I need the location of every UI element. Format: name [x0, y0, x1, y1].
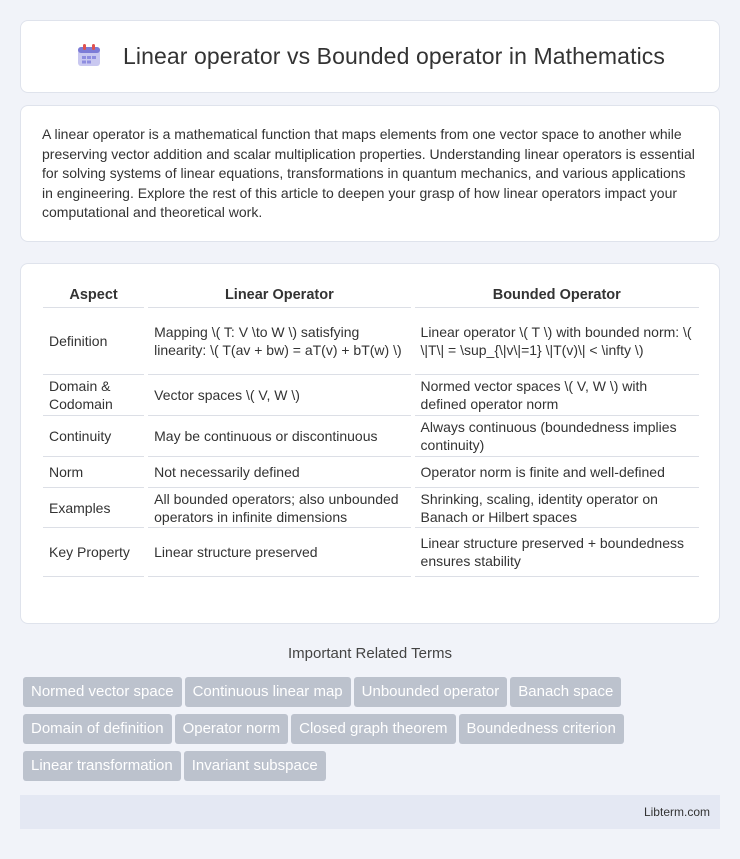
tag-linear-transformation[interactable]: Linear transformation — [23, 751, 181, 781]
table-header-row — [43, 285, 699, 308]
related-terms-title: Important Related Terms — [288, 645, 452, 662]
intro-text: A linear operator is a mathematical function that maps elements from one vector space to another while preserving vector addition and scalar multiplication properties. Understanding linear operators is essential for solving systems of linear equations, transformations in quantum mechanics, and various applications in engineering. Explore the rest of this article to deepen your grasp of how linear operators impact your computational and theoretical work. — [42, 126, 695, 220]
table-row — [43, 375, 699, 416]
table-row — [43, 528, 699, 577]
page-title: Linear operator vs Bounded operator in Mathematics — [123, 43, 665, 69]
cell-linear: May be continuous or discontinuous — [148, 416, 410, 457]
tag-invariant-subspace[interactable]: Invariant subspace — [184, 751, 326, 781]
header-linear-operator: Linear Operator — [148, 285, 410, 308]
tag-normed-vector-space[interactable]: Normed vector space — [23, 677, 182, 707]
table-row — [43, 488, 699, 528]
cell-linear: All bounded operators; also unbounded operators in infinite dimensions — [148, 488, 410, 528]
table-row — [43, 457, 699, 488]
cell-bounded: Shrinking, scaling, identity operator on Banach or Hilbert spaces — [415, 488, 699, 528]
tag-domain-of-definition[interactable]: Domain of definition — [23, 714, 172, 744]
calendar-icon — [75, 41, 103, 69]
cell-linear: Linear structure preserved — [148, 528, 410, 577]
cell-bounded: Operator norm is finite and well-defined — [415, 457, 699, 488]
tag-continuous-linear-map[interactable]: Continuous linear map — [185, 677, 351, 707]
tag-unbounded-operator[interactable]: Unbounded operator — [354, 677, 508, 707]
footer — [20, 795, 720, 829]
cell-aspect: Definition — [43, 308, 144, 375]
cell-bounded: Linear structure preserved + boundedness ensures stability — [415, 528, 699, 577]
related-terms-list — [23, 677, 723, 788]
header-bounded-operator: Bounded Operator — [415, 285, 699, 308]
comparison-table — [43, 285, 699, 577]
tag-banach-space[interactable]: Banach space — [510, 677, 621, 707]
tag-row — [23, 677, 723, 714]
cell-linear: Not necessarily defined — [148, 457, 410, 488]
tag-row — [23, 714, 723, 751]
cell-linear: Mapping \( T: V \to W \) satisfying linearity: \( T(av + bw) = aT(v) + bT(w) \) — [148, 308, 410, 375]
tag-boundedness-criterion[interactable]: Boundedness criterion — [459, 714, 624, 744]
cell-bounded: Normed vector spaces \( V, W \) with defined operator norm — [415, 375, 699, 416]
cell-aspect: Domain & Codomain — [43, 375, 144, 416]
cell-linear: Vector spaces \( V, W \) — [148, 375, 410, 416]
cell-bounded: Always continuous (boundedness implies continuity) — [415, 416, 699, 457]
table-row — [43, 416, 699, 457]
intro-card — [20, 105, 720, 242]
cell-aspect: Norm — [43, 457, 144, 488]
header-aspect: Aspect — [43, 285, 144, 308]
cell-aspect: Examples — [43, 488, 144, 528]
footer-site-link[interactable]: Libterm.com — [643, 805, 710, 819]
cell-aspect: Continuity — [43, 416, 144, 457]
tag-operator-norm[interactable]: Operator norm — [175, 714, 289, 744]
tag-row — [23, 751, 723, 788]
cell-bounded: Linear operator \( T \) with bounded norm: \( \|T\| = \sup_{\|v\|=1} \|T(v)\| < \infty \) — [415, 308, 699, 375]
table-row — [43, 308, 699, 375]
header-card — [20, 20, 720, 93]
comparison-card — [20, 263, 720, 624]
tag-closed-graph-theorem[interactable]: Closed graph theorem — [291, 714, 455, 744]
cell-aspect: Key Property — [43, 528, 144, 577]
